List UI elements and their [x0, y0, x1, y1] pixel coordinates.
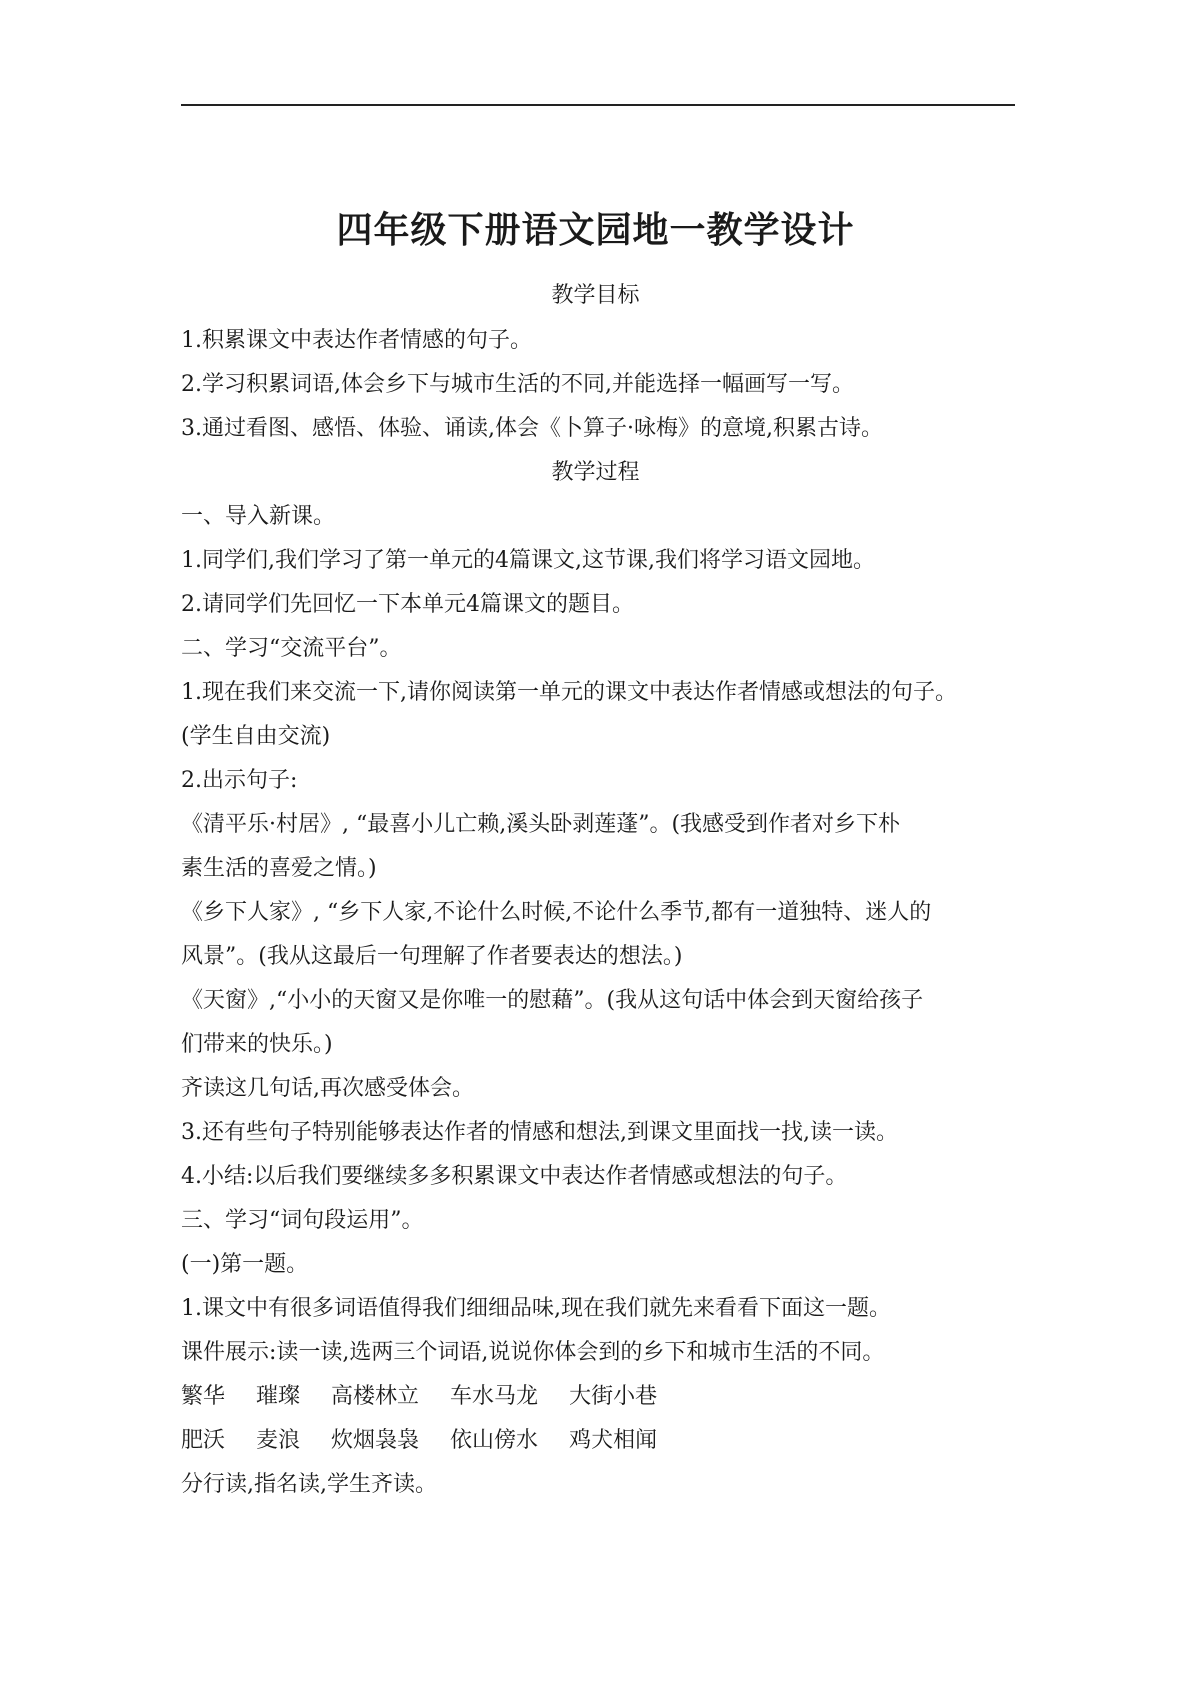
goal-line: 1.积累课文中表达作者情感的句子。 [181, 328, 532, 353]
word-list-country [181, 1425, 681, 1457]
process-line: 二、学习“交流平台”。 [181, 636, 402, 661]
word-item: 麦浪 [256, 1428, 301, 1453]
document-title: 四年级下册语文园地一教学设计 [336, 210, 855, 251]
process-line: 1.课文中有很多词语值得我们细细品味,现在我们就先来看看下面这一题。 [181, 1296, 891, 1321]
word-item: 璀璨 [256, 1384, 301, 1409]
section-heading-process: 教学过程 [551, 460, 640, 485]
word-item: 肥沃 [181, 1428, 226, 1453]
process-line: 三、学习“词句段运用”。 [181, 1208, 424, 1233]
process-line: 课件展示:读一读,选两三个词语,说说你体会到的乡下和城市生活的不同。 [181, 1340, 885, 1365]
closing-line: 分行读,指名读,学生齐读。 [181, 1472, 437, 1497]
section-heading-goals: 教学目标 [551, 283, 640, 308]
process-line: 3.还有些句子特别能够表达作者的情感和想法,到课文里面找一找,读一读。 [181, 1120, 898, 1145]
process-line: (学生自由交流) [181, 724, 331, 749]
word-list-city [181, 1381, 681, 1413]
process-line: 《清平乐·村居》, “最喜小儿亡赖,溪头卧剥莲蓬”。(我感受到作者对乡下朴 [181, 812, 901, 837]
word-item: 车水马龙 [450, 1384, 539, 1409]
process-line: 一、导入新课。 [181, 504, 336, 529]
word-item: 鸡犬相闻 [569, 1428, 658, 1453]
word-item: 大街小巷 [569, 1384, 658, 1409]
process-line: 1.同学们,我们学习了第一单元的4篇课文,这节课,我们将学习语文园地。 [181, 548, 875, 573]
process-line: 素生活的喜爱之情。) [181, 856, 377, 881]
word-item: 繁华 [181, 1384, 226, 1409]
process-line: 们带来的快乐。) [181, 1032, 333, 1057]
process-line: 4.小结:以后我们要继续多多积累课文中表达作者情感或想法的句子。 [181, 1164, 848, 1189]
goal-line: 3.通过看图、感悟、体验、诵读,体会《卜算子·咏梅》的意境,积累古诗。 [181, 416, 883, 441]
process-line: 风景”。(我从这最后一句理解了作者要表达的想法。) [181, 944, 683, 969]
process-line: 《天窗》,“小小的天窗又是你唯一的慰藉”。(我从这句话中体会到天窗给孩子 [181, 988, 924, 1013]
process-line: (一)第一题。 [181, 1252, 309, 1277]
word-item: 炊烟袅袅 [331, 1428, 420, 1453]
process-line: 齐读这几句话,再次感受体会。 [181, 1076, 474, 1101]
header-rule [181, 104, 1015, 106]
process-line: 《乡下人家》, “乡下人家,不论什么时候,不论什么季节,都有一道独特、迷人的 [181, 900, 932, 925]
process-line: 1.现在我们来交流一下,请你阅读第一单元的课文中表达作者情感或想法的句子。 [181, 680, 957, 705]
goal-line: 2.学习积累词语,体会乡下与城市生活的不同,并能选择一幅画写一写。 [181, 372, 854, 397]
process-line: 2.请同学们先回忆一下本单元4篇课文的题目。 [181, 592, 634, 617]
word-item: 高楼林立 [331, 1384, 420, 1409]
word-item: 依山傍水 [450, 1428, 539, 1453]
process-line: 2.出示句子: [181, 768, 298, 793]
